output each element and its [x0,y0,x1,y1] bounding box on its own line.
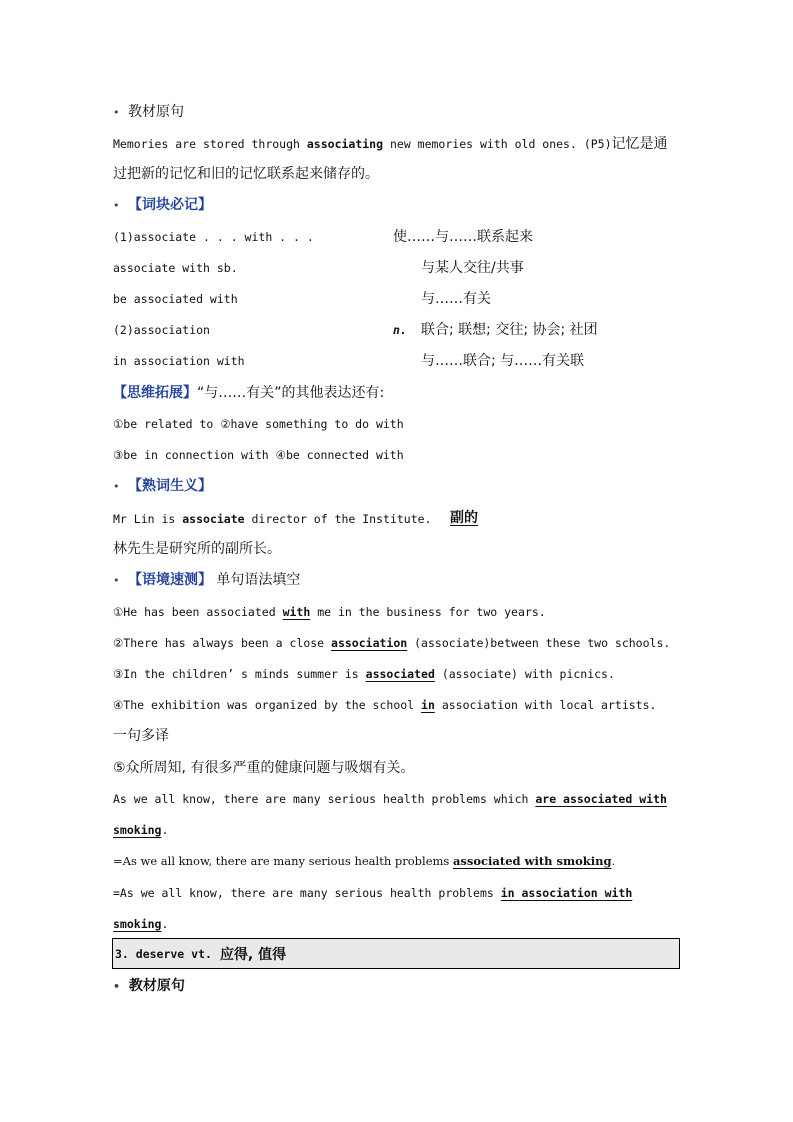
chunk-phrase-1: (1)associate . . . with . . . [113,230,314,244]
test-question-3: ③In the children’ s minds summer is associated (associate) with picnics. [113,667,615,681]
answer-blank: smoking [113,823,162,837]
translate-answer-2: =As we all know, there are many serious health problems associated with smoking. [113,854,616,868]
test-question-2: ②There has always been a close association (associate)between these two schools. [113,636,671,650]
answer-blank: are associated with [535,792,667,806]
translate-answer-3-line1: =As we all know, there are many serious health problems in association with [113,886,633,900]
section-heading-familiar: • 【熟词生义】 [113,476,212,497]
chunk-meaning-3: 与……有关 [421,291,491,307]
section-3-heading-box: 3. deserve vt. 应得, 值得 [112,938,680,969]
expand-line-1: ①be related to ②have something to do with [113,417,404,431]
chunk-meaning-5: 与……联合; 与……有关联 [421,353,585,369]
chunk-phrase-4: (2)association [113,323,210,337]
expand-heading: 【思维拓展】“与……有关”的其他表达还有: [113,385,385,401]
translate-heading: 一句多译 [113,728,169,744]
section-heading-chunks: • 【词块必记】 [113,195,212,216]
familiar-sentence: Mr Lin is associate director of the Institute. [113,512,432,526]
expand-line-2: ③be in connection with ④be connected with [113,448,404,462]
chunk-meaning-1: 使……与……联系起来 [393,229,533,245]
test-question-1: ①He has been associated with me in the business for two years. [113,605,546,619]
familiar-translation: 林先生是研究所的副所长。 [113,541,281,557]
answer-blank: associated [365,667,435,681]
familiar-gloss: 副的 [450,510,478,526]
textbook-sentence-line1: Memories are stored through associating new memories with old ones. (P5)记忆是通 [113,136,668,152]
translate-question-5: ⑤众所周知, 有很多严重的健康问题与吸烟有关。 [113,760,415,776]
section-3-textbook-heading: • 教材原句 [113,976,185,997]
textbook-sentence-line2: 过把新的记忆和旧的记忆联系起来储存的。 [113,166,379,182]
answer-blank: in [421,698,435,712]
translate-answer-1-line1: As we all know, there are many serious health problems which are associated with [113,792,667,806]
section-heading-test: • 【语境速测】 单句语法填空 [113,570,300,591]
answer-blank: with [282,605,311,619]
chunk-phrase-2: associate with sb. [113,261,238,275]
chunk-meaning-4: 联合; 联想; 交往; 协会; 社团 [421,322,598,338]
translate-answer-1-line2: smoking. [113,823,169,837]
answer-blank: smoking [113,917,162,931]
chunk-pos-4: n. [393,323,407,337]
test-question-4: ④The exhibition was organized by the school in association with local artists. [113,698,657,712]
answer-blank: association [331,636,408,650]
translate-answer-3-line2: smoking. [113,917,169,931]
answer-blank: associated with smoking [452,854,612,868]
chunk-phrase-3: be associated with [113,292,238,306]
section-heading-textbook-sentence: • 教材原句 [113,102,184,123]
chunk-phrase-5: in association with [113,354,245,368]
answer-blank: in association with [500,886,633,900]
chunk-meaning-2: 与某人交往/共事 [421,260,524,276]
